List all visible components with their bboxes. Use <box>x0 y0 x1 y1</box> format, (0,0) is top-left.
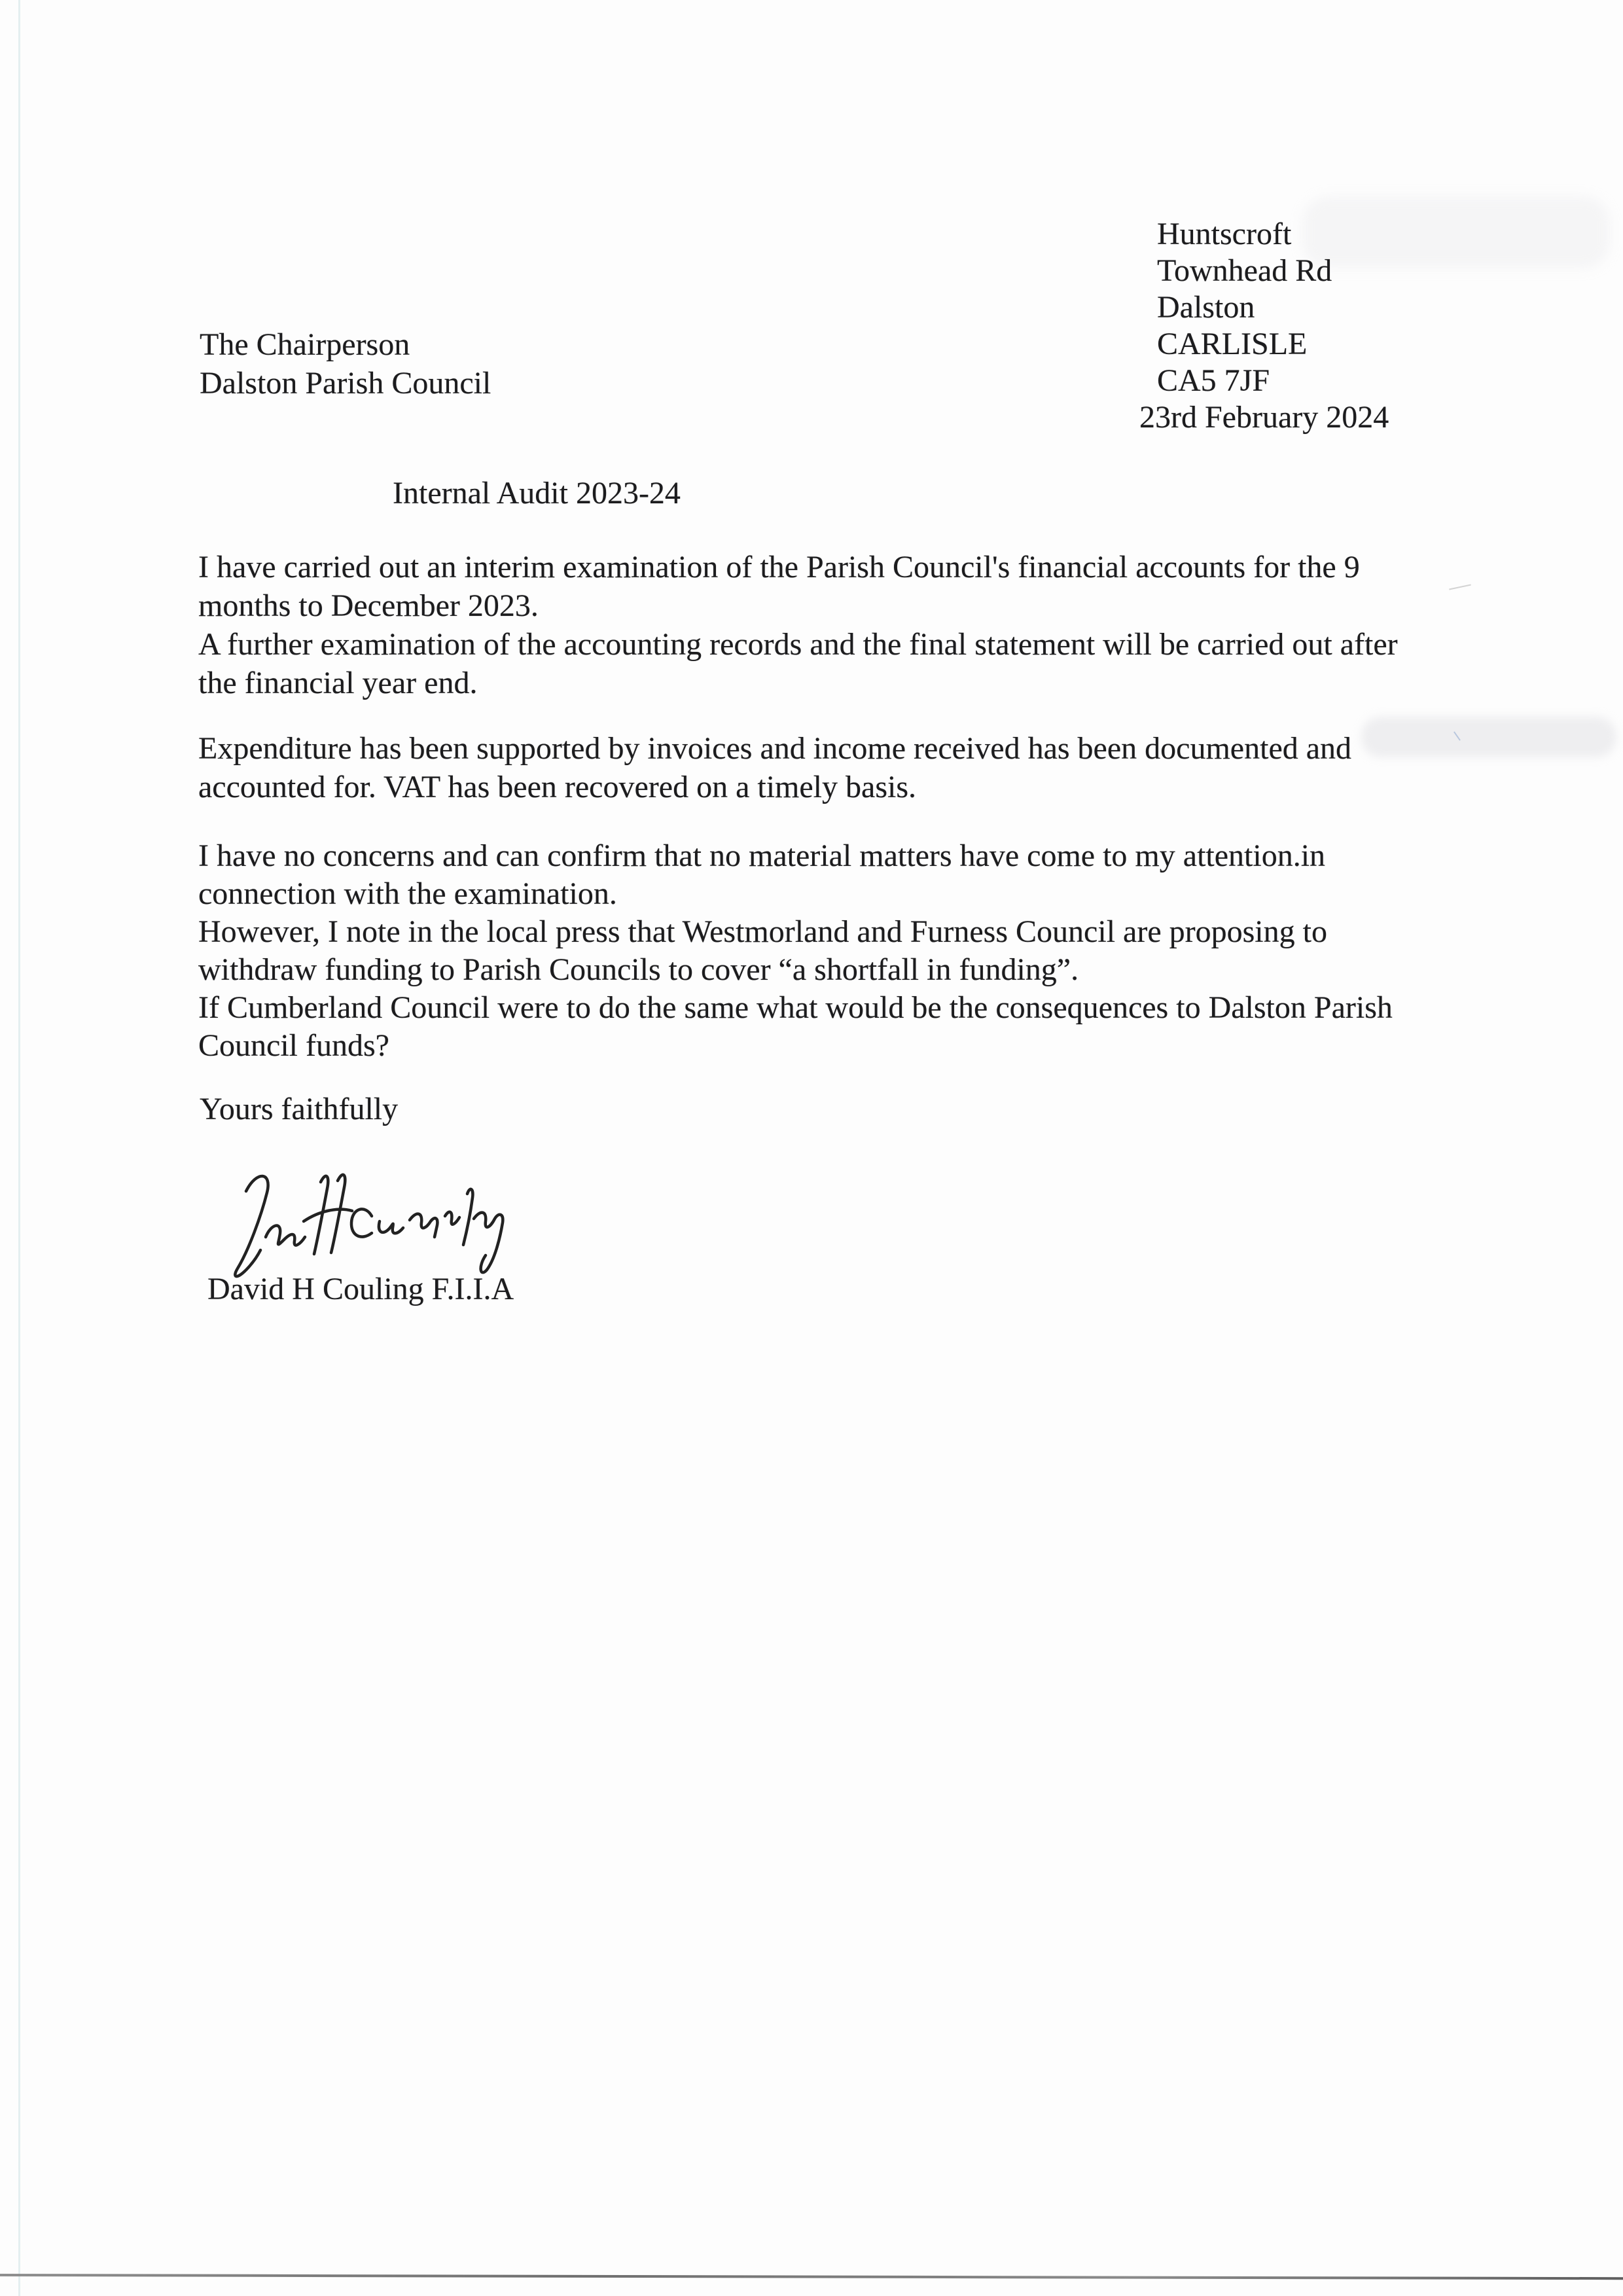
body-text-line: withdraw funding to Parish Councils to cover “a shortfall in funding”. <box>198 952 1079 987</box>
body-text-line: Council funds? <box>198 1028 389 1063</box>
scan-artifact-vertical-line <box>18 0 20 2296</box>
body-text-line: A further examination of the accounting records and the final statement will be carried out after <box>198 627 1398 662</box>
body-paragraph-3 <box>198 837 1393 1065</box>
sender-address-line: Dalston <box>1157 290 1255 325</box>
signer-name: David H Couling F.I.I.A <box>207 1272 514 1306</box>
scan-artifact-bottom-line <box>0 2274 1623 2280</box>
body-text-line: I have carried out an interim examination of the Parish Council's financial accounts for the 9 <box>198 550 1360 584</box>
valediction: Yours faithfully <box>200 1092 399 1126</box>
sender-address-line: CA5 7JF <box>1157 363 1270 398</box>
subject-line: Internal Audit 2023-24 <box>393 476 681 511</box>
letter-date: 23rd February 2024 <box>1139 400 1389 435</box>
sender-address-line: Huntscroft <box>1157 217 1292 251</box>
body-text-line: I have no concerns and can confirm that no material matters have come to my attention.in <box>198 838 1326 873</box>
body-text-line: accounted for. VAT has been recovered on a timely basis. <box>198 770 917 804</box>
body-text-line: Expenditure has been supported by invoices and income received has been documented and <box>198 731 1352 766</box>
body-text-line: the financial year end. <box>198 666 478 700</box>
body-paragraph-1 <box>198 548 1398 702</box>
sender-address-line: CARLISLE <box>1157 327 1308 361</box>
body-text-line: If Cumberland Council were to do the same what would be the consequences to Dalston Parish <box>198 990 1393 1025</box>
recipient-line: Dalston Parish Council <box>200 366 491 401</box>
recipient-line: The Chairperson <box>200 327 410 362</box>
body-text-line: However, I note in the local press that Westmorland and Furness Council are proposing to <box>198 914 1327 949</box>
sender-address-block <box>1139 216 1389 436</box>
scan-artifact-smudge <box>1361 717 1616 757</box>
body-text-line: months to December 2023. <box>198 588 539 623</box>
recipient-block <box>200 325 491 403</box>
scan-artifact-scratch <box>1449 584 1471 590</box>
body-paragraph-2 <box>198 729 1351 806</box>
sender-address-line: Townhead Rd <box>1157 253 1332 288</box>
body-text-line: connection with the examination. <box>198 876 617 911</box>
